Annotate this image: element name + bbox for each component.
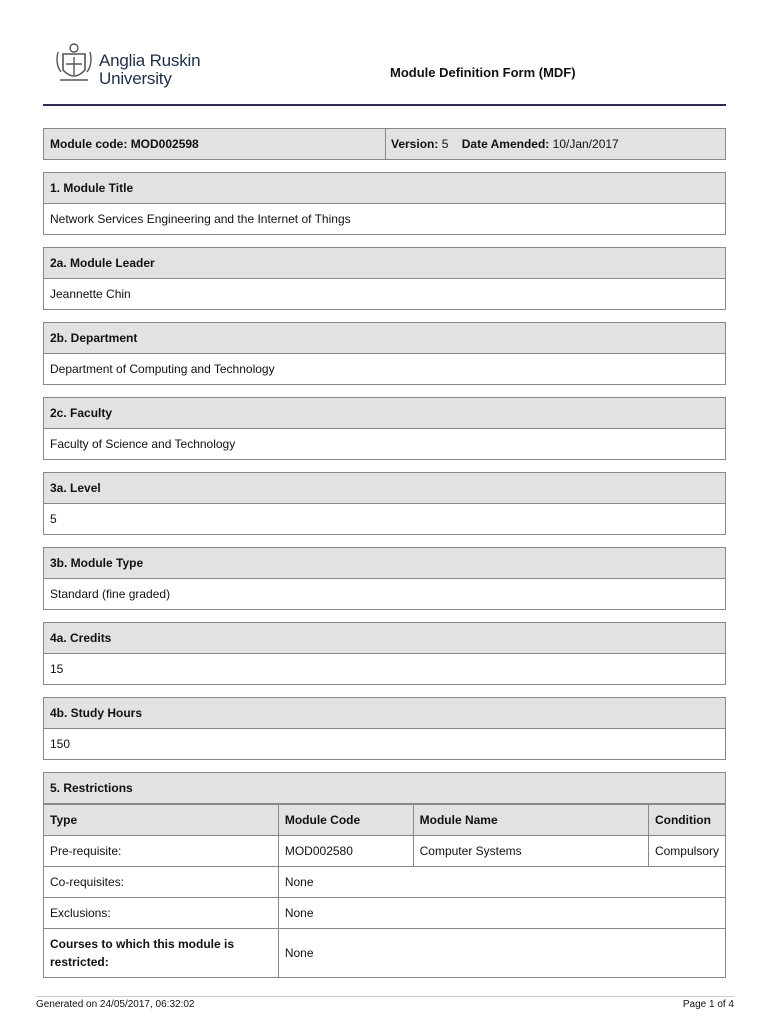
section-faculty (43, 397, 726, 460)
section-credits (43, 622, 726, 685)
section-module-title (43, 172, 726, 235)
table-row (44, 836, 725, 867)
section-value: Jeannette Chin (50, 287, 131, 301)
version-value: 5 (441, 137, 449, 151)
section-value: 5 (50, 512, 57, 526)
date-amended-value: 10/Jan/2017 (552, 137, 619, 151)
prereq-name: Computer Systems (413, 836, 648, 867)
logo-line-2: University (99, 69, 172, 88)
section-level (43, 472, 726, 535)
table-row (44, 929, 725, 977)
column-header: Module Code (278, 805, 413, 836)
section-department (43, 322, 726, 385)
section-title: 4a. Credits (44, 623, 725, 654)
section-value: 150 (50, 737, 71, 751)
prereq-type: Pre-requisite: (44, 836, 278, 867)
crest-icon (55, 40, 93, 88)
section-title: 2c. Faculty (44, 398, 725, 429)
table-row (44, 867, 725, 898)
page-header (43, 36, 726, 106)
section-title: 4b. Study Hours (44, 698, 725, 729)
version-date-cell (386, 129, 725, 159)
section-module-type (43, 547, 726, 610)
generated-timestamp: Generated on 24/05/2017, 06:32:02 (36, 999, 195, 1010)
form-title: Module Definition Form (MDF) (390, 65, 576, 80)
logo-line-1: Anglia Ruskin (99, 51, 201, 70)
courses-value: None (278, 929, 725, 977)
section-title: 2a. Module Leader (44, 248, 725, 279)
module-code-label: Module code: (50, 137, 128, 151)
section-title: 2b. Department (44, 323, 725, 354)
section-title: 3a. Level (44, 473, 725, 504)
section-value: Department of Computing and Technology (50, 362, 275, 376)
section-value: 15 (50, 662, 64, 676)
column-header: Condition (648, 805, 725, 836)
prereq-code: MOD002580 (278, 836, 413, 867)
page-number: Page 1 of 4 (682, 999, 734, 1010)
restrictions-table (44, 804, 725, 977)
section-title: 3b. Module Type (44, 548, 725, 579)
module-code-row (43, 128, 726, 160)
exclusions-value: None (278, 898, 725, 929)
module-code-cell (44, 129, 386, 159)
university-logo (55, 40, 200, 88)
page-footer (36, 996, 734, 1010)
version-label: Version: (391, 137, 439, 151)
exclusions-type: Exclusions: (44, 898, 278, 929)
section-restrictions (43, 772, 726, 978)
coreq-value: None (278, 867, 725, 898)
date-amended-label: Date Amended: (461, 137, 550, 151)
section-title: 1. Module Title (44, 173, 725, 204)
column-header: Type (44, 805, 278, 836)
section-value: Standard (fine graded) (50, 587, 171, 601)
courses-type: Courses to which this module is restricted: (44, 929, 278, 977)
coreq-type: Co-requisites: (44, 867, 278, 898)
section-title: 5. Restrictions (44, 773, 725, 804)
table-header-row (44, 805, 725, 836)
prereq-condition: Compulsory (648, 836, 725, 867)
module-code-value: MOD002598 (130, 137, 199, 151)
section-study-hours (43, 697, 726, 760)
section-module-leader (43, 247, 726, 310)
column-header: Module Name (413, 805, 648, 836)
table-row (44, 898, 725, 929)
section-value: Network Services Engineering and the Internet of Things (50, 212, 351, 226)
section-value: Faculty of Science and Technology (50, 437, 236, 451)
